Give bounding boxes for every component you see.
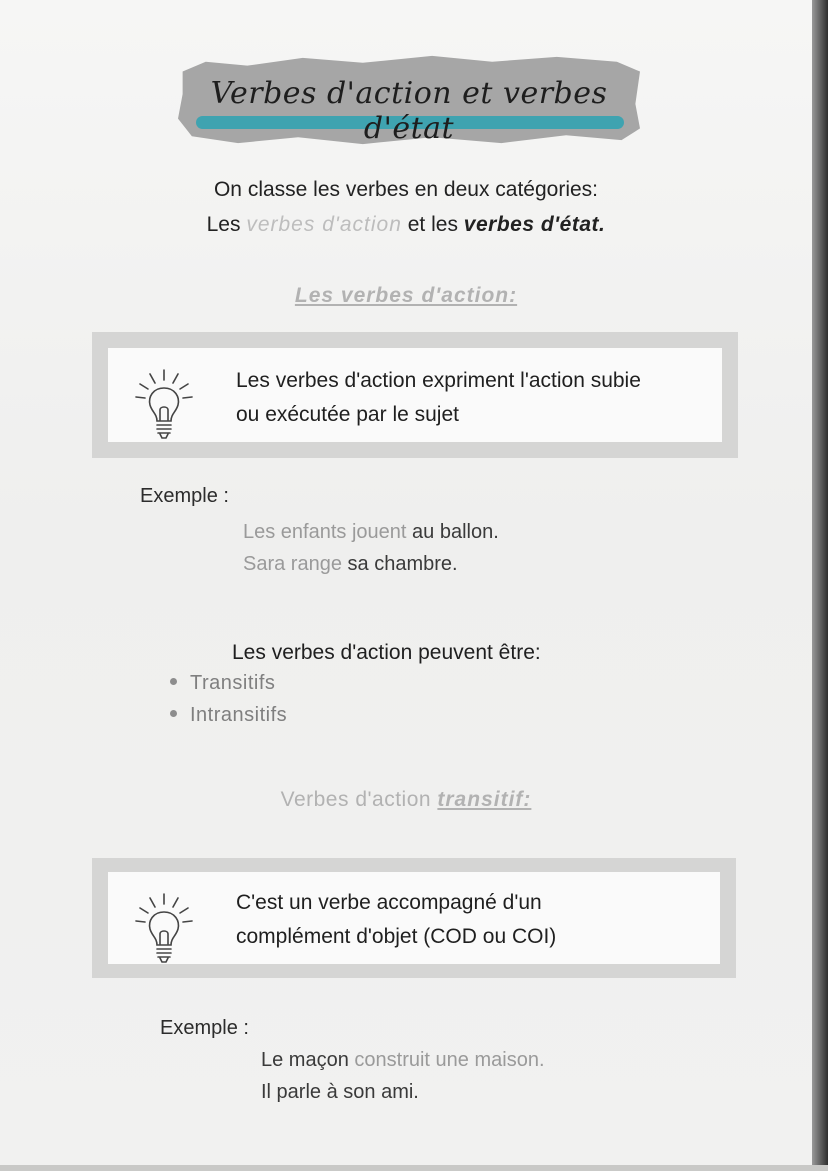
heading-emphasis: transitif: xyxy=(437,788,532,811)
callout-text xyxy=(236,886,556,954)
intro-line-1: On classe les verbes en deux catégories: xyxy=(213,178,599,201)
example-rest: sa chambre. xyxy=(341,553,458,575)
example-subject-verb: Sara range xyxy=(243,553,342,575)
page-bottom-edge xyxy=(0,1165,828,1171)
list-item xyxy=(170,704,287,727)
section-heading-transitif xyxy=(0,788,812,812)
callout-line-1: C'est un verbe accompagné d'un xyxy=(236,891,542,914)
definition-callout-transitif xyxy=(92,858,736,978)
callout-text xyxy=(236,364,641,432)
intro-middle: et les xyxy=(401,213,464,236)
definition-callout-action xyxy=(92,332,738,458)
bullet-icon xyxy=(170,710,177,717)
bullet-icon xyxy=(170,678,177,685)
example-subject-verb: Les enfants jouent xyxy=(243,521,407,543)
intro-line-2 xyxy=(0,213,812,237)
example-sentence xyxy=(243,521,499,544)
list-item-label: Transitifs xyxy=(190,672,276,694)
callout-line-1: Les verbes d'action expriment l'action subie xyxy=(236,369,641,392)
intro-etat-term: verbes d'état. xyxy=(463,213,606,236)
section-heading-action: Les verbes d'action: xyxy=(294,284,518,307)
page-title: Verbes d'action et verbes d'état xyxy=(210,76,608,146)
list-item-label: Intransitifs xyxy=(190,704,288,726)
example-sentence xyxy=(261,1081,419,1104)
example-subject-verb: Il parle xyxy=(261,1081,322,1103)
callout-body xyxy=(108,348,722,442)
lightbulb-icon xyxy=(134,892,194,966)
example-sentence xyxy=(261,1049,545,1072)
callout-body xyxy=(108,872,720,964)
intro-prefix: Les xyxy=(206,213,247,236)
example-rest: à son ami. xyxy=(321,1081,419,1103)
callout-line-2: ou exécutée par le sujet xyxy=(236,403,459,426)
example-label: Exemple : xyxy=(160,1017,249,1039)
example-subject-verb: Le maçon xyxy=(261,1049,349,1071)
page-edge-shadow xyxy=(812,0,828,1171)
example-sentence xyxy=(243,553,458,576)
callout-line-2: complément d'objet (COD ou COI) xyxy=(236,925,557,948)
title-banner xyxy=(178,50,640,148)
types-intro: Les verbes d'action peuvent être: xyxy=(232,641,541,664)
list-item xyxy=(170,672,275,695)
intro-action-term: verbes d'action xyxy=(246,213,402,236)
heading-prefix: Verbes d'action xyxy=(280,788,438,811)
example-rest: construit une maison. xyxy=(348,1049,545,1071)
example-label: Exemple : xyxy=(140,485,229,507)
lightbulb-icon xyxy=(134,368,194,442)
example-rest: au ballon. xyxy=(406,521,499,543)
